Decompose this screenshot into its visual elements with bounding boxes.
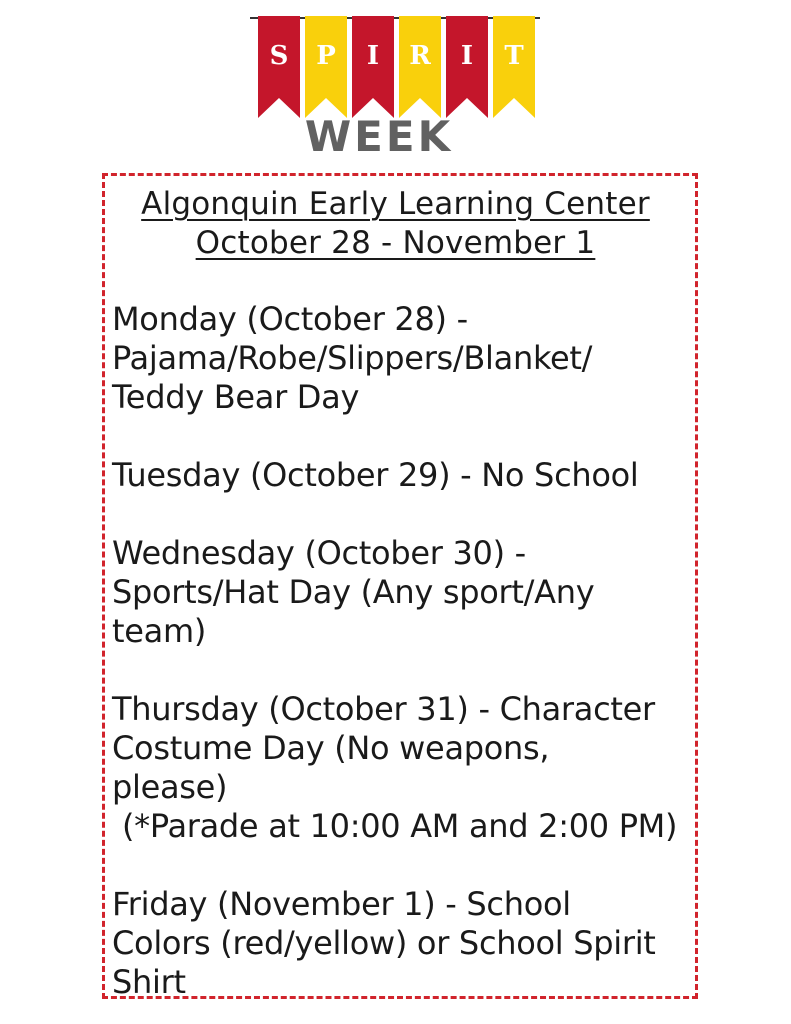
pennant-letter: T xyxy=(504,41,524,71)
day-text: Thursday (October 31) - Character Costume Day (No weapons, please) xyxy=(112,690,655,806)
school-name: Algonquin Early Learning Center xyxy=(141,186,650,222)
spirit-banner-graphic xyxy=(250,14,540,159)
pennant-letter: S xyxy=(269,41,289,71)
schedule-list xyxy=(112,300,697,1002)
schedule-item-monday xyxy=(112,300,697,417)
pennant-letter: P xyxy=(316,41,336,71)
pennant-letter: I xyxy=(460,41,474,71)
pennant-letter: R xyxy=(409,41,431,71)
schedule-item-tuesday xyxy=(112,456,697,495)
event-header xyxy=(0,185,791,263)
schedule-item-wednesday xyxy=(112,534,697,651)
pennant-letter: I xyxy=(366,41,380,71)
schedule-item-thursday xyxy=(112,690,697,846)
day-text: Monday (October 28) - Pajama/Robe/Slippers/Blanket/ Teddy Bear Day xyxy=(112,300,593,416)
day-text: Tuesday (October 29) - No School xyxy=(112,456,639,494)
week-wordmark: WEEK xyxy=(304,112,454,159)
event-dates: October 28 - November 1 xyxy=(195,225,596,261)
parade-note: (*Parade at 10:00 AM and 2:00 PM) xyxy=(122,807,678,845)
day-text: Friday (November 1) - School Colors (red/yellow) or School Spirit Shirt xyxy=(112,885,656,1001)
schedule-item-friday xyxy=(112,885,697,1002)
spirit-week-logo xyxy=(250,14,540,159)
day-text: Wednesday (October 30) - Sports/Hat Day (Any sport/Any team) xyxy=(112,534,595,650)
